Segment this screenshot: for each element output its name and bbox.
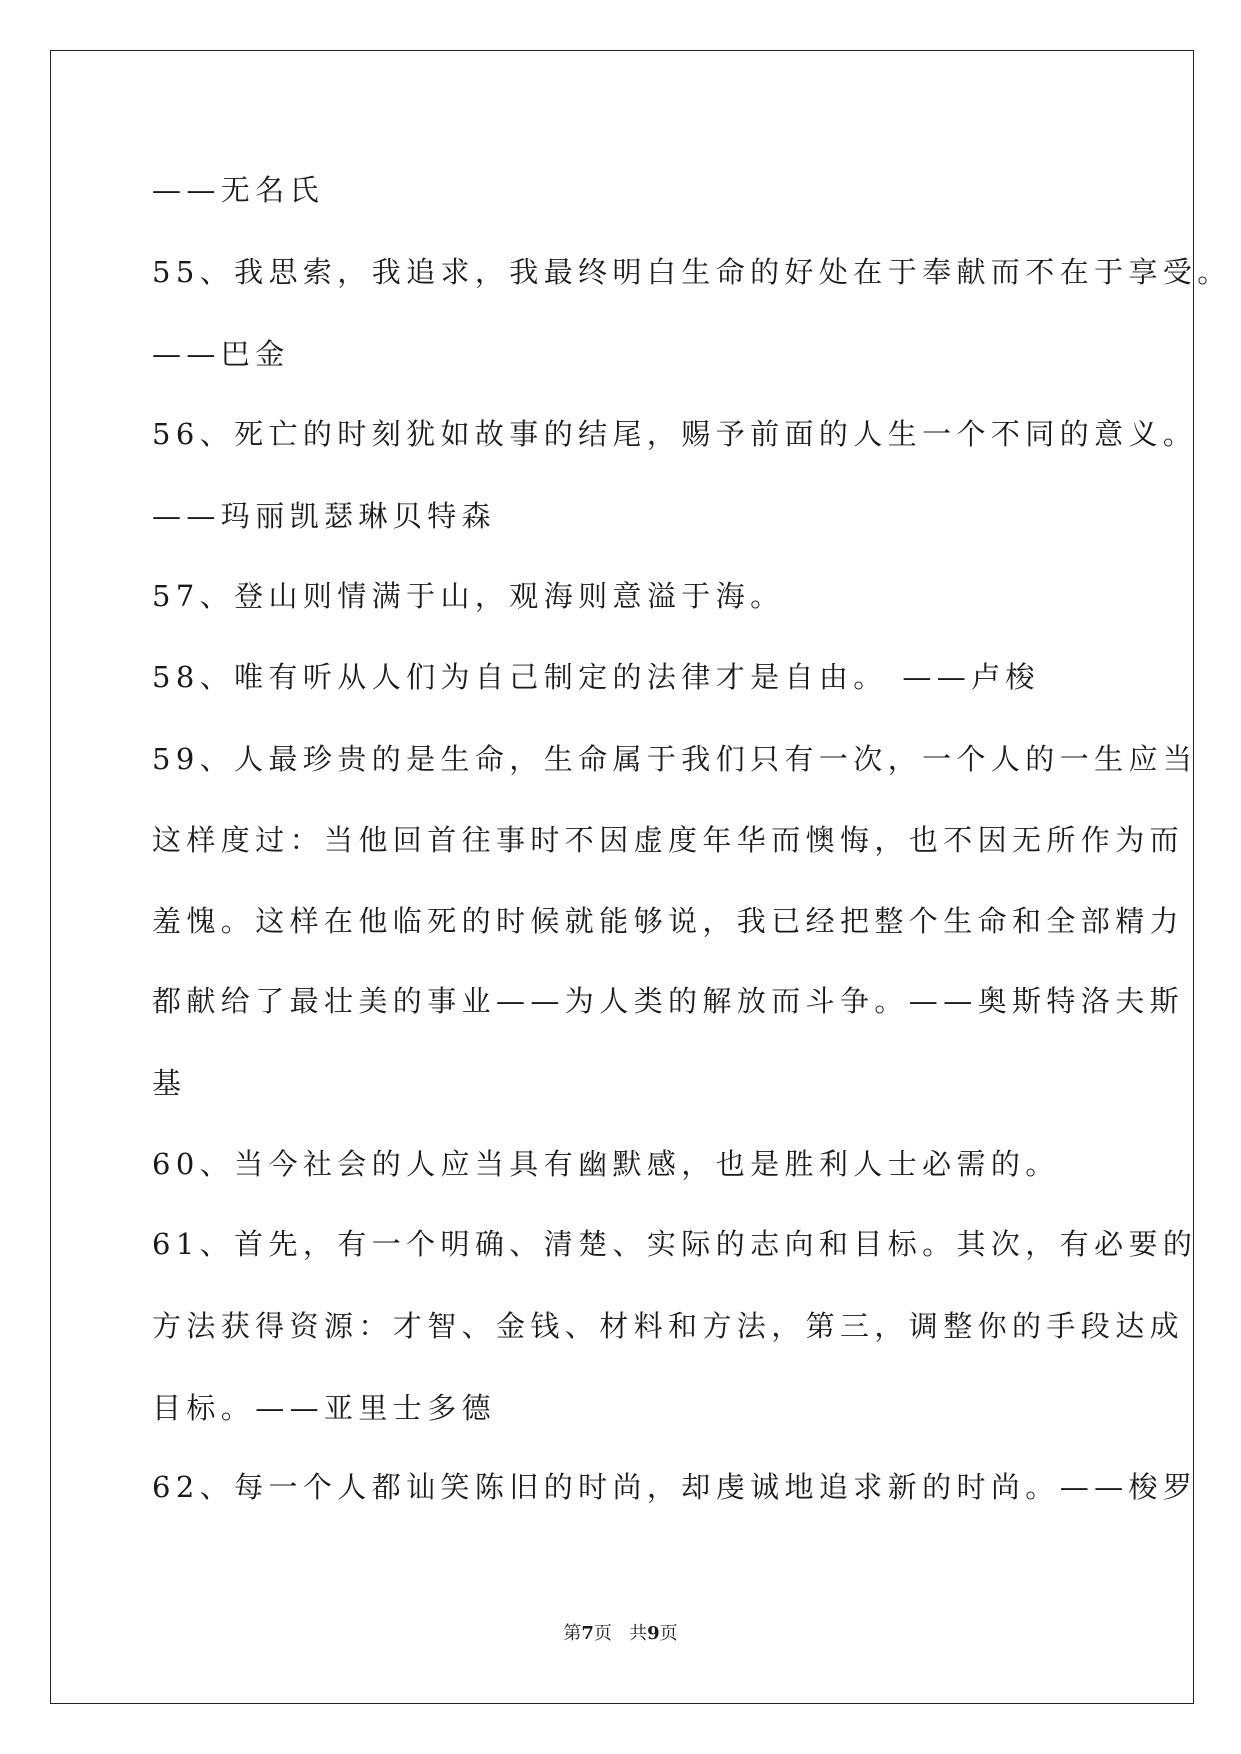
text-line: 62、每一个人都讪笑陈旧的时尚，却虔诚地追求新的时尚。——梭罗 [152,1470,1198,1504]
text-line: 目标。——亚里士多德 [152,1391,497,1425]
page-border [50,50,1194,1704]
page-suffix: 页 [659,1623,678,1644]
page-footer [0,1622,1241,1646]
text-line: 都献给了最壮美的事业——为人类的解放而斗争。——奥斯特洛夫斯 [152,984,1185,1018]
text-line: 基 [152,1066,187,1100]
text-line: 58、唯有听从人们为自己制定的法律才是自由。 ——卢梭 [152,660,1040,694]
total-page-number: 9 [647,1623,660,1644]
text-line: ——无名氏 [152,173,325,207]
text-line: 59、人最珍贵的是生命，生命属于我们只有一次，一个人的一生应当 [152,742,1198,776]
text-line: 57、登山则情满于山，观海则意溢于海。 [152,579,785,613]
current-page-number: 7 [581,1623,594,1644]
text-line: 61、首先，有一个明确、清楚、实际的志向和目标。其次，有必要的 [152,1227,1198,1261]
text-line: ——玛丽凯瑟琳贝特森 [152,499,497,533]
text-line: 方法获得资源：才智、金钱、材料和方法，第三，调整你的手段达成 [152,1309,1185,1343]
page-middle: 页 共 [593,1623,648,1644]
page-prefix: 第 [563,1623,582,1644]
text-line: 60、当今社会的人应当具有幽默感，也是胜利人士必需的。 [152,1147,1060,1181]
text-line: 56、死亡的时刻犹如故事的结尾，赐予前面的人生一个不同的意义。 [152,417,1198,451]
text-line: 这样度过：当他回首往事时不因虚度年华而懊悔，也不因无所作为而 [152,823,1185,857]
text-line: 羞愧。这样在他临死的时候就能够说，我已经把整个生命和全部精力 [152,904,1185,938]
text-line: ——巴金 [152,337,290,371]
text-line: 55、我思索，我追求，我最终明白生命的好处在于奉献而不在于享受。 [152,255,1232,289]
